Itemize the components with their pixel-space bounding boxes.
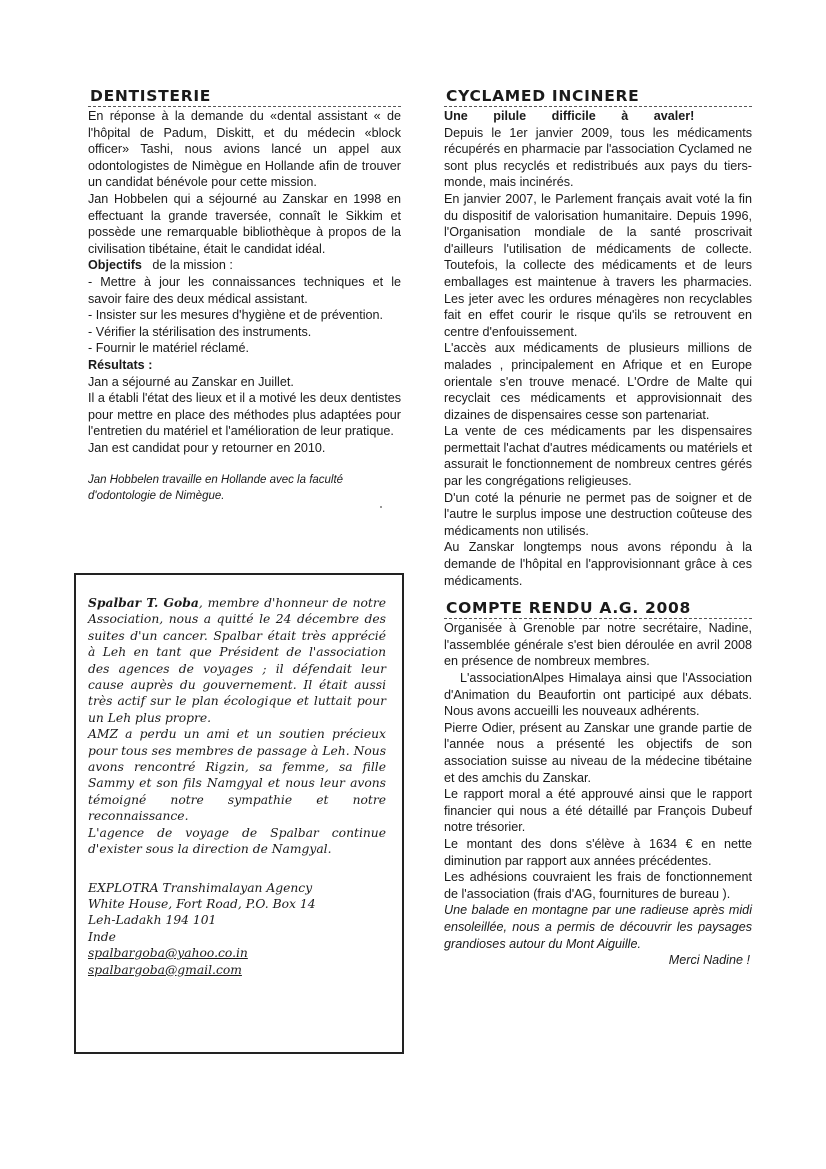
resultat-item: Il a établi l'état des lieux et il a motivé les deux dentistes pour mettre en place des méthodes plus adaptées pour l'entretien du matériel et l'amélioration de leur pratique. — [88, 391, 401, 439]
dentisterie-note: Jan Hobbelen travaille en Hollande avec la faculté d'odontologie de Nimègue. — [88, 474, 344, 503]
tribute-box — [74, 573, 404, 1054]
cyclamed-para: Au Zanskar longtemps nous avons répondu à la demande de l'hôpital en l'approvisionnant grâce à ces médicaments. — [444, 540, 752, 588]
resultat-item: Jan a séjourné au Zanskar en Juillet. — [88, 374, 294, 389]
agency-address — [88, 880, 386, 978]
dentisterie-intro: En réponse à la demande du «dental assistant « de l'hôpital de Padum, Diskitt, et du médecin «block officer» Tashi, nous avions lancé un appel aux odontologistes de Nimègue en Hollande afin de trouver un candidat bénévole pour cette mission. — [88, 109, 401, 190]
section-heading-compte-rendu: COMPTE RENDU A.G. 2008 — [444, 598, 752, 619]
tribute-para-3: L'agence de voyage de Spalbar continue d'exister sous la direction de Namgyal. — [88, 825, 386, 857]
dentisterie-candidate: Jan Hobbelen qui a séjourné au Zanskar en 1998 en effectuant la grande traversée, connaît le Sikkim et possède une remarquable bibliothèque à propos de la civilisation tibétaine, était le candidat idéal. — [88, 191, 401, 256]
section-heading-dentisterie: DENTISTERIE — [88, 86, 401, 107]
tribute-para-2: AMZ a perdu un ami et un soutien précieux pour tous ses membres de passage à Leh. Nous avons rencontré Rigzin, sa femme, sa fille Sammy et son fils Namgyal et nous leur avons témoigné notre sympathie et notre reconnaissance. — [88, 727, 386, 824]
ag-closing: Une balade en montagne par une radieuse après midi ensoleillée, nous a permis de découvrir les paysages grandioses autour du Mont Aiguille. — [444, 903, 752, 951]
right-column — [444, 86, 752, 969]
cyclamed-para: L'accès aux médicaments de plusieurs millions de malades , principalement en Afrique et en Europe orientale s'en trouve menacé. L'Ordre de Malte qui recyclait ces médicaments et approvisionnait des dizaines de dispensaires cesse son partenariat. — [444, 341, 752, 422]
cyclamed-para: Depuis le 1er janvier 2009, tous les médicaments récupérés en pharmacie par l'association Cyclamed ne sont plus recyclés et redistribués aux pays du tiers-monde, mais incinérés. — [444, 125, 752, 190]
objectif-item: - Fournir le matériel réclamé. — [88, 341, 249, 356]
objectifs-rest: de la mission : — [141, 258, 233, 273]
address-line: Leh-Ladakh 194 101 — [88, 913, 217, 928]
tribute-para-1 — [88, 595, 386, 726]
objectif-item: - Insister sur les mesures d'hygiène et de prévention. — [88, 308, 384, 323]
tribute-name: Spalbar T. Goba — [88, 595, 199, 610]
email-link-yahoo[interactable]: spalbargoba@yahoo.co.in — [88, 946, 248, 961]
resultats-label: Résultats : — [88, 357, 153, 372]
objectif-item: - Vérifier la stérilisation des instruments. — [88, 324, 312, 339]
ag-para: Organisée à Grenoble par notre secrétaire, Nadine, l'assemblée générale s'est bien déroulée en avril 2008 en présence de nombreux membres. — [444, 621, 752, 669]
objectifs-label: Objectifs — [88, 258, 142, 273]
cyclamed-subheading: Une pilule difficile à avaler! — [444, 109, 695, 123]
speck — [380, 506, 382, 508]
ag-para: Le montant des dons s'élève à 1634 € en nette diminution par rapport aux années précédentes. — [444, 836, 752, 868]
cyclamed-para: D'un coté la pénurie ne permet pas de soigner et de l'autre le surplus impose une destruction coûteuse des médicaments non utilisés. — [444, 490, 752, 538]
ag-para: Les adhésions couvraient les frais de fonctionnement de l'association (frais d'AG, fournitures de bureau ). — [444, 870, 752, 901]
ag-para: L'associationAlpes Himalaya ainsi que l'Association d'Animation du Beaufortin ont participé aux débats. Nous avons accueilli les nouveaux adhérents. — [444, 671, 752, 719]
tribute-text — [88, 595, 386, 978]
objectifs-heading — [88, 257, 401, 274]
resultat-item: Jan est candidat pour y retourner en 2010. — [88, 440, 326, 455]
objectif-item: - Mettre à jour les connaissances techniques et le savoir faire des deux médical assistant. — [88, 274, 401, 306]
cyclamed-para: La vente de ces médicaments par les dispensaires permettait l'achat d'autres médicaments ou matériels et assurait le fonctionnement de nombreux centres gérés par les congrégations religieuses. — [444, 424, 752, 489]
left-column — [88, 86, 401, 504]
ag-para: Pierre Odier, présent au Zanskar une grande partie de l'année nous a présenté les objectifs de son association suisse au niveau de la médecine tibétaine et des amchis du Zanskar. — [444, 720, 752, 785]
ag-signature: Merci Nadine ! — [668, 953, 750, 968]
address-line: EXPLOTRA Transhimalayan Agency — [88, 880, 313, 895]
cyclamed-para: En janvier 2007, le Parlement français avait voté la fin du dispositif de valorisation humanitaire. Depuis 1996, l'Organisation mondiale de la santé proscrivait d'ailleurs l'utilisation de médicaments de collecte. Toutefois, la collecte des médicaments et de leurs emballages est maintenue à travers les pharmacies. Les jeter avec les ordures ménagères non recyclables fait en effet courir le risque qu'ils se retrouvent en centre d'enfouissement. — [444, 191, 752, 339]
email-link-gmail[interactable]: spalbargoba@gmail.com — [88, 962, 242, 977]
address-line: White House, Fort Road, P.O. Box 14 — [88, 896, 316, 911]
tribute-para-1-text: , membre d'honneur de notre Association, nous a quitté le 24 décembre des suites d'un cancer. Spalbar était très apprécié à Leh en tant que Président de l'association des agences de voyages ; il défendait leur cause auprès du gouvernement. Il était aussi très actif sur le plan écologique et luttait pour un Leh plus propre. — [88, 596, 387, 725]
section-heading-cyclamed: CYCLAMED INCINERE — [444, 86, 752, 107]
ag-para: Le rapport moral a été approuvé ainsi que le rapport financier qui nous a été détaillé par François Dubeuf notre trésorier. — [444, 787, 752, 835]
address-line: Inde — [88, 929, 116, 944]
